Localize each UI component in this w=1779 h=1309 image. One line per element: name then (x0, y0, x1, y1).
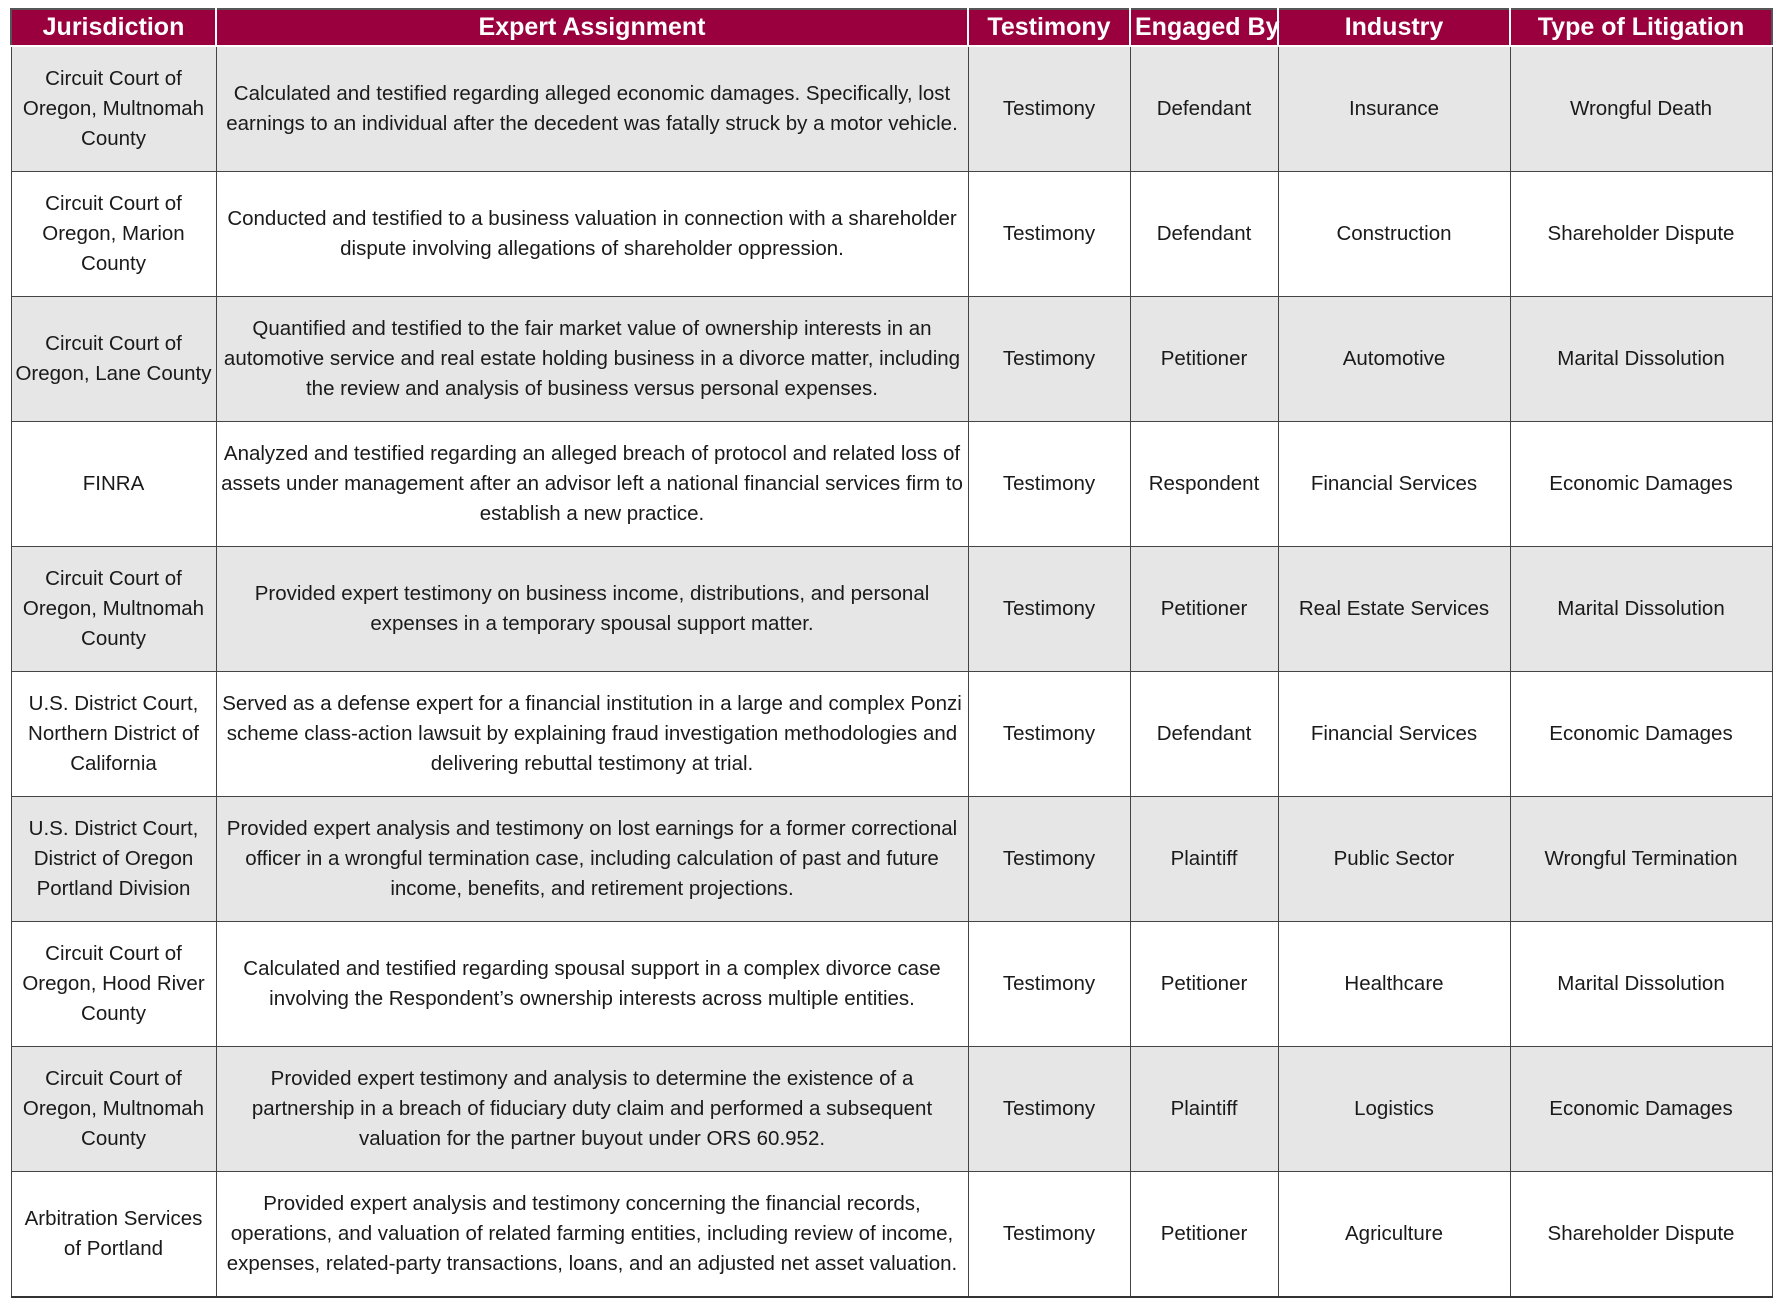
cell-industry: Logistics (1278, 1047, 1510, 1172)
table-row (11, 1172, 1772, 1298)
cell-type-of-litigation: Marital Dissolution (1510, 547, 1772, 672)
cell-testimony: Testimony (968, 46, 1130, 172)
table-row (11, 922, 1772, 1047)
cell-industry: Agriculture (1278, 1172, 1510, 1298)
cell-type-of-litigation: Economic Damages (1510, 422, 1772, 547)
cell-expert-assignment: Analyzed and testified regarding an alleged breach of protocol and related loss of assets under management after an advisor left a national financial services firm to establish a new practice. (216, 422, 968, 547)
expert-testimony-table (10, 8, 1773, 1298)
cell-expert-assignment: Conducted and testified to a business valuation in connection with a shareholder dispute involving allegations of shareholder oppression. (216, 172, 968, 297)
cell-engaged-by: Petitioner (1130, 1172, 1278, 1298)
cell-jurisdiction: Circuit Court of Oregon, Lane County (11, 297, 216, 422)
cell-expert-assignment: Calculated and testified regarding alleged economic damages. Specifically, lost earnings to an individual after the decedent was fatally struck by a motor vehicle. (216, 46, 968, 172)
cell-type-of-litigation: Economic Damages (1510, 672, 1772, 797)
cell-testimony: Testimony (968, 922, 1130, 1047)
table-header (11, 9, 1772, 46)
cell-industry: Healthcare (1278, 922, 1510, 1047)
cell-testimony: Testimony (968, 672, 1130, 797)
cell-industry: Real Estate Services (1278, 547, 1510, 672)
cell-industry: Financial Services (1278, 672, 1510, 797)
cell-jurisdiction: Circuit Court of Oregon, Multnomah County (11, 46, 216, 172)
cell-expert-assignment: Provided expert analysis and testimony on lost earnings for a former correctional officer in a wrongful termination case, including calculation of past and future income, benefits, and retirement projections. (216, 797, 968, 922)
cell-engaged-by: Respondent (1130, 422, 1278, 547)
cell-expert-assignment: Provided expert analysis and testimony concerning the financial records, operations, and valuation of related farming entities, including review of income, expenses, related-party transactions, loans, and an adjusted net asset valuation. (216, 1172, 968, 1298)
cell-jurisdiction: Arbitration Services of Portland (11, 1172, 216, 1298)
cell-expert-assignment: Served as a defense expert for a financial institution in a large and complex Ponzi scheme class-action lawsuit by explaining fraud investigation methodologies and delivering rebuttal testimony at trial. (216, 672, 968, 797)
header-type-of-litigation: Type of Litigation (1510, 9, 1772, 46)
header-row (11, 9, 1772, 46)
cell-jurisdiction: Circuit Court of Oregon, Multnomah County (11, 547, 216, 672)
cell-industry: Automotive (1278, 297, 1510, 422)
table-row (11, 672, 1772, 797)
cell-engaged-by: Petitioner (1130, 547, 1278, 672)
table-row (11, 547, 1772, 672)
cell-expert-assignment: Quantified and testified to the fair market value of ownership interests in an automotive service and real estate holding business in a divorce matter, including the review and analysis of business versus personal expenses. (216, 297, 968, 422)
table-row (11, 46, 1772, 172)
cell-type-of-litigation: Shareholder Dispute (1510, 172, 1772, 297)
cell-engaged-by: Plaintiff (1130, 797, 1278, 922)
cell-type-of-litigation: Marital Dissolution (1510, 922, 1772, 1047)
cell-expert-assignment: Calculated and testified regarding spousal support in a complex divorce case involving the Respondent’s ownership interests across multiple entities. (216, 922, 968, 1047)
cell-expert-assignment: Provided expert testimony and analysis to determine the existence of a partnership in a breach of fiduciary duty claim and performed a subsequent valuation for the partner buyout under ORS 60.952. (216, 1047, 968, 1172)
cell-engaged-by: Petitioner (1130, 922, 1278, 1047)
cell-type-of-litigation: Wrongful Termination (1510, 797, 1772, 922)
cell-industry: Construction (1278, 172, 1510, 297)
table-row (11, 422, 1772, 547)
header-jurisdiction: Jurisdiction (11, 9, 216, 46)
cell-industry: Public Sector (1278, 797, 1510, 922)
cell-engaged-by: Petitioner (1130, 297, 1278, 422)
cell-jurisdiction: U.S. District Court, Northern District of California (11, 672, 216, 797)
table-row (11, 797, 1772, 922)
table-row (11, 172, 1772, 297)
cell-engaged-by: Plaintiff (1130, 1047, 1278, 1172)
cell-jurisdiction: Circuit Court of Oregon, Multnomah County (11, 1047, 216, 1172)
expert-testimony-table-container (10, 8, 1773, 1298)
cell-engaged-by: Defendant (1130, 172, 1278, 297)
cell-type-of-litigation: Marital Dissolution (1510, 297, 1772, 422)
table-body (11, 46, 1772, 1297)
cell-testimony: Testimony (968, 547, 1130, 672)
header-engaged-by: Engaged By (1130, 9, 1278, 46)
cell-engaged-by: Defendant (1130, 46, 1278, 172)
cell-jurisdiction: Circuit Court of Oregon, Marion County (11, 172, 216, 297)
cell-expert-assignment: Provided expert testimony on business income, distributions, and personal expenses in a temporary spousal support matter. (216, 547, 968, 672)
cell-testimony: Testimony (968, 1047, 1130, 1172)
cell-type-of-litigation: Economic Damages (1510, 1047, 1772, 1172)
header-testimony: Testimony (968, 9, 1130, 46)
header-industry: Industry (1278, 9, 1510, 46)
cell-type-of-litigation: Wrongful Death (1510, 46, 1772, 172)
cell-testimony: Testimony (968, 297, 1130, 422)
table-row (11, 1047, 1772, 1172)
cell-testimony: Testimony (968, 172, 1130, 297)
cell-type-of-litigation: Shareholder Dispute (1510, 1172, 1772, 1298)
cell-jurisdiction: U.S. District Court, District of Oregon Portland Division (11, 797, 216, 922)
table-row (11, 297, 1772, 422)
cell-jurisdiction: FINRA (11, 422, 216, 547)
cell-testimony: Testimony (968, 422, 1130, 547)
cell-testimony: Testimony (968, 1172, 1130, 1298)
cell-engaged-by: Defendant (1130, 672, 1278, 797)
header-expert-assignment: Expert Assignment (216, 9, 968, 46)
cell-industry: Insurance (1278, 46, 1510, 172)
cell-testimony: Testimony (968, 797, 1130, 922)
cell-jurisdiction: Circuit Court of Oregon, Hood River County (11, 922, 216, 1047)
cell-industry: Financial Services (1278, 422, 1510, 547)
